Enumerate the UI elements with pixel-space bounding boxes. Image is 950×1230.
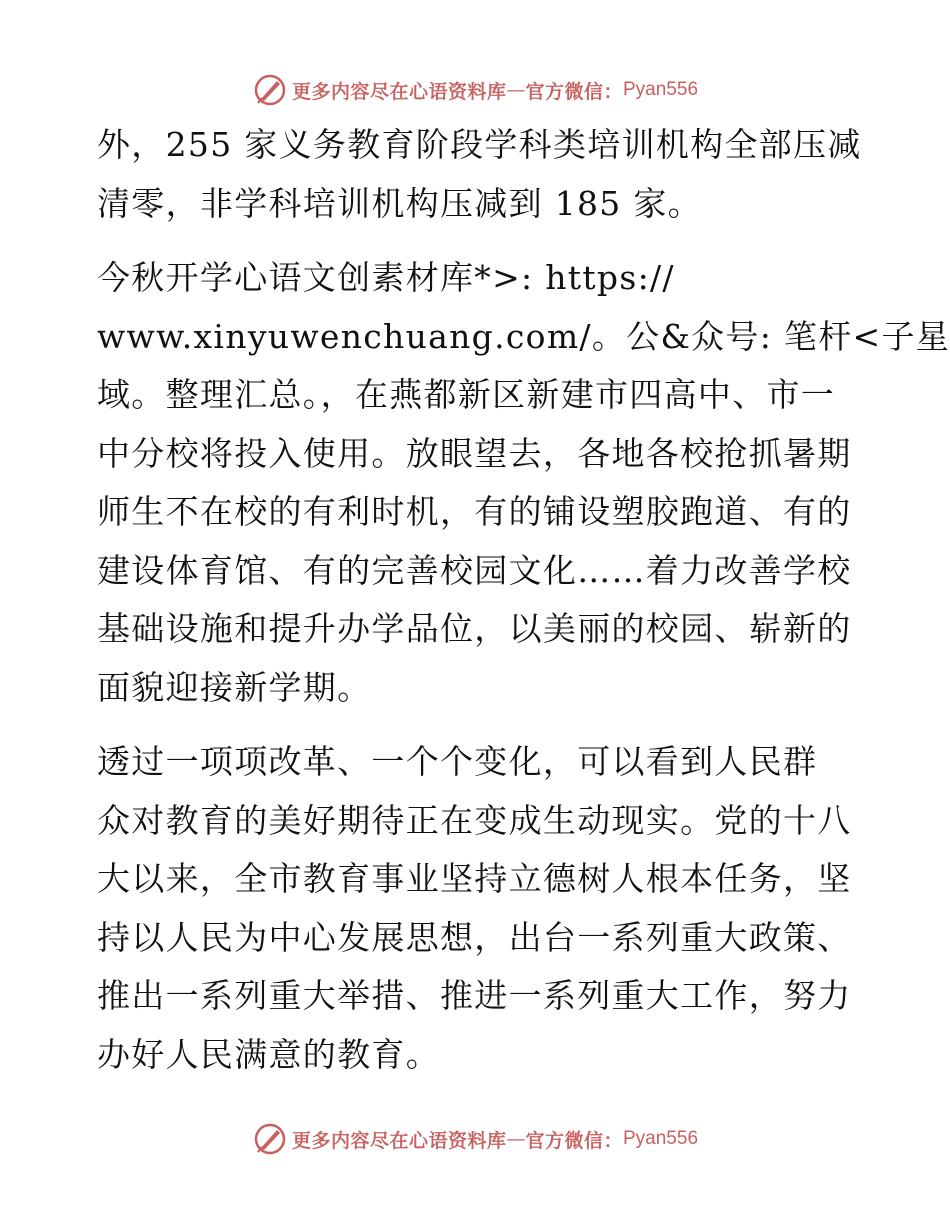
quill-circle-logo-icon xyxy=(252,72,288,108)
text-line: 大以来，全市教育事业坚持立德树人根本任务，坚 xyxy=(97,859,852,898)
banner-title: 更多内容尽在心语资料库 xyxy=(291,1129,507,1152)
quill-circle-logo-icon xyxy=(252,1121,288,1157)
banner-separator: — xyxy=(506,79,526,101)
banner-wechat-label: 官方微信： xyxy=(525,80,623,103)
banner-wechat-id: Pyan556 xyxy=(623,79,699,100)
text-line: www.xinyuwenchuang.com/。公&众号: 笔杆<子星 xyxy=(97,316,950,356)
text-line: 推出一系列重大举措、推进一系列重大工作，努力 xyxy=(97,976,852,1015)
text-line: 办好人民满意的教育。 xyxy=(97,1034,440,1074)
paragraph-3 xyxy=(97,733,857,1084)
banner-title: 更多内容尽在心语资料库 xyxy=(291,80,507,103)
document-body xyxy=(97,116,950,1084)
text-line: 清零，非学科培训机构压减到 185 家。 xyxy=(97,183,702,223)
text-line: 众对教育的美好期待正在变成生动现实。党的十八 xyxy=(97,800,852,840)
text-line: 基础设施和提升办学品位，以美丽的校园、崭新的 xyxy=(97,609,852,648)
text-line: 中分校将投入使用。放眼望去，各地各校抢抓暑期 xyxy=(97,433,852,473)
banner-wechat-label: 官方微信： xyxy=(525,1129,623,1152)
banner-wechat-id: Pyan556 xyxy=(623,1128,699,1149)
text-line: 今秋开学心语文创素材库*>: https:// xyxy=(97,258,675,297)
text-line: 面貌迎接新学期。 xyxy=(97,667,372,707)
paragraph-1 xyxy=(97,116,862,233)
banner-separator: — xyxy=(506,1128,526,1150)
text-line: 外，255 家义务教育阶段学科类培训机构全部压减 xyxy=(97,125,862,164)
paragraph-2 xyxy=(97,249,950,717)
text-line: 域。整理汇总。，在燕都新区新建市四高中、市一 xyxy=(97,375,836,414)
text-line: 透过一项项改革、一个个变化，可以看到人民群 xyxy=(97,742,818,781)
text-line: 师生不在校的有利时机，有的铺设塑胶跑道、有的 xyxy=(97,492,852,531)
text-line: 持以人民为中心发展思想，出台一系列重大政策、 xyxy=(97,917,852,957)
text-line: 建设体育馆、有的完善校园文化……着力改善学校 xyxy=(97,550,852,590)
footer-banner xyxy=(0,1119,950,1159)
header-banner xyxy=(0,70,950,110)
